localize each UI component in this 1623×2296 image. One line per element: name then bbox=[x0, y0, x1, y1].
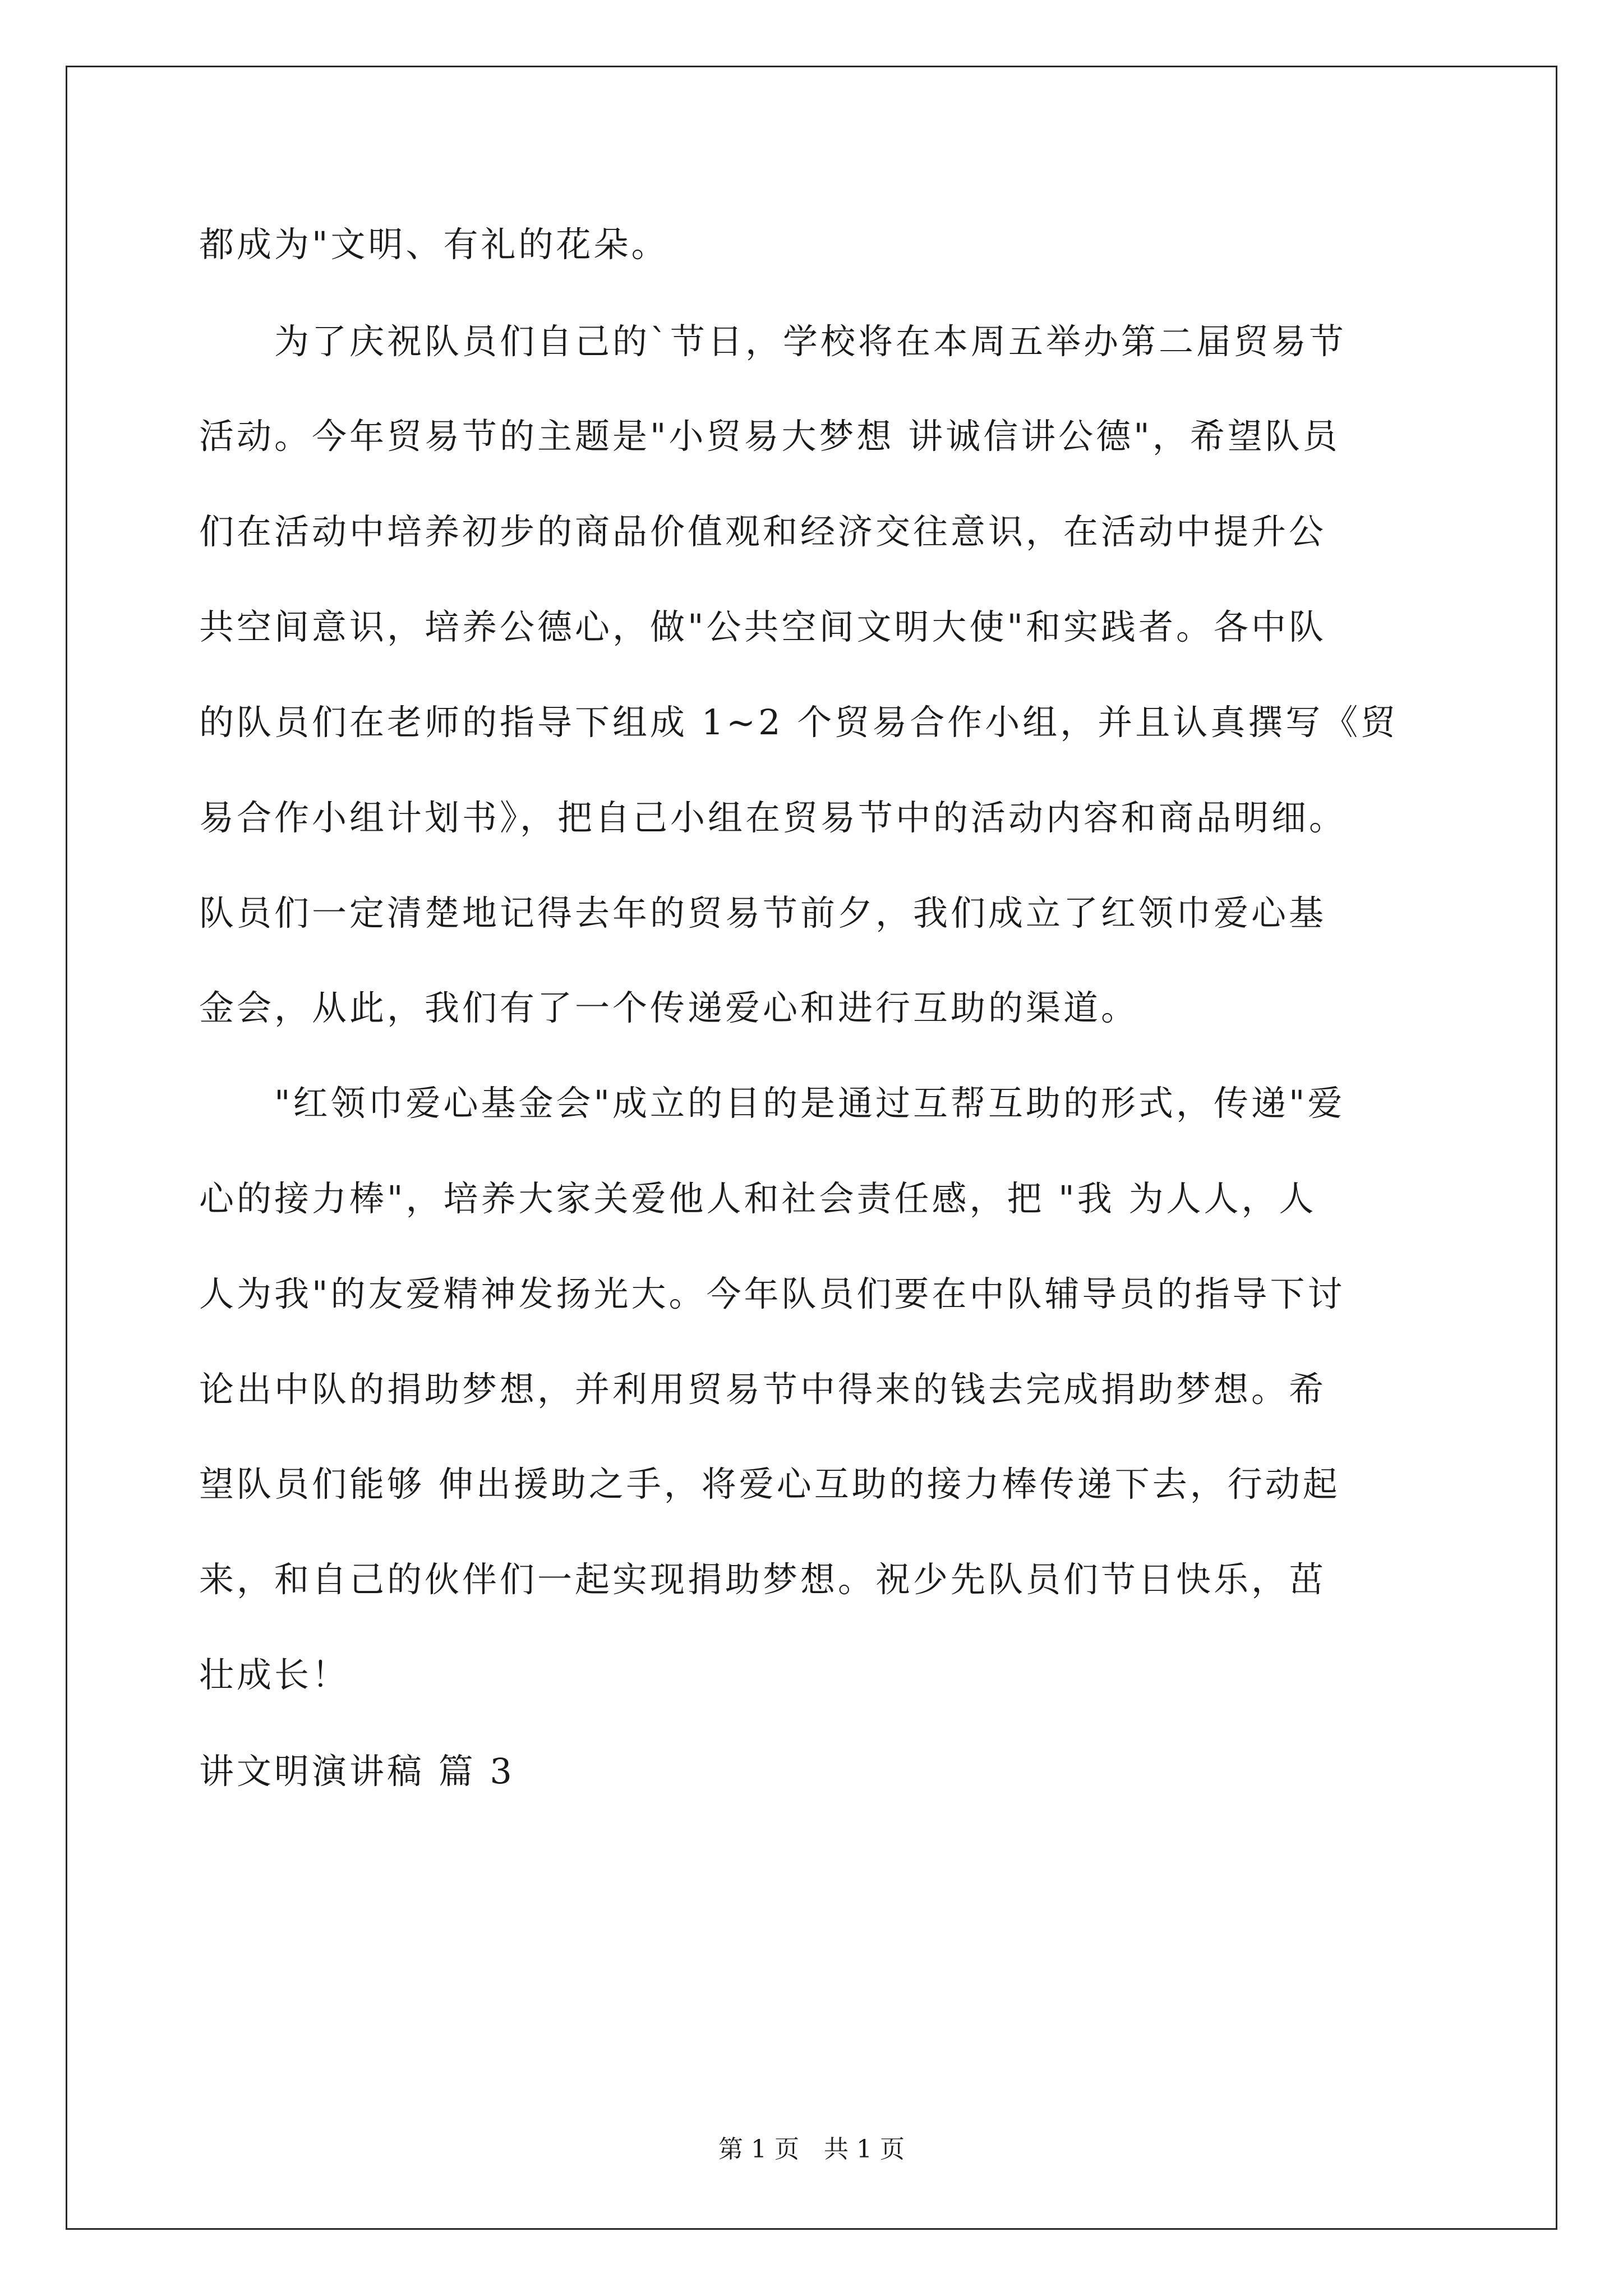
text-line-11: 心的接力棒"，培养大家关爱他人和社会责任感，把 "我 为人人，人 bbox=[199, 1178, 1317, 1219]
text-line-10: "红领巾爱心基金会"成立的目的是通过互帮互助的形式，传递"爱 bbox=[199, 1083, 1345, 1124]
text-line-8: 队员们一定清楚地记得去年的贸易节前夕，我们成立了红领巾爱心基 bbox=[199, 892, 1327, 933]
text-line-5: 共空间意识，培养公德心，做"公共空间文明大使"和实践者。各中队 bbox=[199, 606, 1327, 647]
text-line-9: 金会，从此，我们有了一个传递爱心和进行互助的渠道。 bbox=[199, 987, 1139, 1028]
text-line-3: 活动。今年贸易节的主题是"小贸易大梦想 讲诚信讲公德"，希望队员 bbox=[199, 416, 1340, 457]
section-heading: 讲文明演讲稿 篇 3 bbox=[199, 1751, 515, 1792]
text-line-15: 来，和自己的伙伴们一起实现捐助梦想。祝少先队员们节日快乐，茁 bbox=[199, 1559, 1327, 1600]
text-line-4: 们在活动中培养初步的商品价值观和经济交往意识，在活动中提升公 bbox=[199, 511, 1327, 552]
text-line-2: 为了庆祝队员们自己的`节日，学校将在本周五举办第二届贸易节 bbox=[199, 321, 1347, 362]
text-line-13: 论出中队的捐助梦想，并利用贸易节中得来的钱去完成捐助梦想。希 bbox=[199, 1369, 1327, 1410]
page-footer: 第 1 页 共 1 页 bbox=[718, 2135, 905, 2164]
text-line-1: 都成为"文明、有礼的花朵。 bbox=[199, 224, 669, 265]
text-line-12: 人为我"的友爱精神发扬光大。今年队员们要在中队辅导员的指导下讨 bbox=[199, 1273, 1345, 1314]
text-line-6: 的队员们在老师的指导下组成 1~2 个贸易合作小组，并且认真撰写《贸 bbox=[199, 702, 1399, 743]
text-line-7: 易合作小组计划书》，把自己小组在贸易节中的活动内容和商品明细。 bbox=[199, 797, 1347, 838]
text-line-16: 壮成长！ bbox=[199, 1654, 350, 1695]
page-border bbox=[66, 66, 1557, 2230]
text-line-14: 望队员们能够 伸出援助之手，将爱心互助的接力棒传递下去，行动起 bbox=[199, 1464, 1340, 1504]
